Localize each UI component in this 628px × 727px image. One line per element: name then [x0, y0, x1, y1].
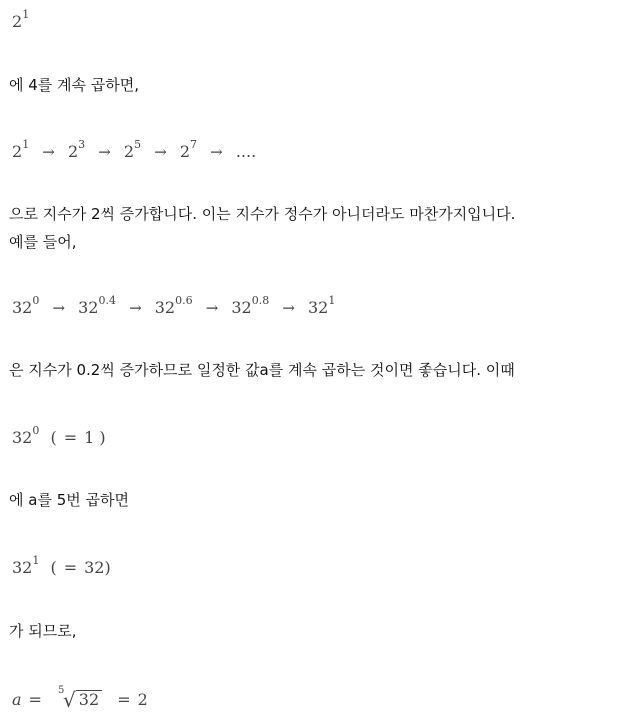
math-sequence-powers-of-2	[12, 138, 257, 163]
arrow-icon: →	[98, 143, 111, 161]
math-exponent: 1	[22, 8, 30, 21]
text-line-for-example: 예를 들어,	[9, 233, 77, 251]
seq-ellipsis: ....	[235, 142, 257, 161]
seq-term: $32^{0.6}$	[154, 294, 193, 317]
arrow-icon: →	[205, 299, 219, 317]
arrow-icon: →	[210, 143, 223, 161]
text-line-therefore: 가 되므로,	[9, 622, 77, 640]
arrow-icon: →	[52, 299, 66, 317]
radical-icon: 5 √ 32	[58, 689, 102, 711]
seq-term: $32^{0.8}$	[231, 294, 270, 317]
seq-term: $2^5$	[123, 138, 142, 161]
arrow-icon: →	[42, 143, 55, 161]
text-line-multiply-by-4: 에 4를 계속 곱하면,	[9, 76, 140, 94]
text-line-multiply-a-5-times: 에 a를 5번 곱하면	[9, 491, 129, 509]
arrow-icon: →	[154, 143, 167, 161]
math-32-power-0-equals-1: $32^0$ ( = 1 )	[12, 424, 106, 447]
seq-term: $32^{0.4}$	[78, 294, 116, 317]
radical-index: 5	[58, 685, 65, 696]
math-base: 2	[12, 12, 23, 31]
radicand: 32	[76, 690, 102, 709]
arrow-icon: →	[282, 299, 295, 317]
math-32-power-1-equals-32: $32^1$ ( = 32)	[12, 554, 111, 577]
text-line-exponent-increases-by-0-2: 은 지수가 0.2씩 증가하므로 일정한 값a를 계속 곱하는 것이면 좋습니다. 이때	[9, 361, 515, 379]
math-sequence-powers-of-32	[12, 294, 336, 319]
seq-term: $2^7$	[179, 138, 198, 161]
seq-term: $2^3$	[67, 138, 86, 161]
arrow-icon: →	[129, 299, 142, 317]
seq-term: $32^1$	[308, 294, 336, 317]
math-power-2-1	[12, 8, 30, 33]
text-line-exponent-increases: 으로 지수가 2씩 증가합니다. 이는 지수가 정수가 아니더라도 마찬가지입니다.	[9, 205, 516, 223]
math-variable-a: a	[12, 690, 22, 709]
seq-term: $2^1$	[12, 138, 30, 161]
math-result: 2	[137, 690, 148, 709]
seq-term: $32^0$	[12, 294, 40, 317]
math-a-equals-fifth-root-32: a = 5 √ 32 = 2	[12, 689, 148, 711]
